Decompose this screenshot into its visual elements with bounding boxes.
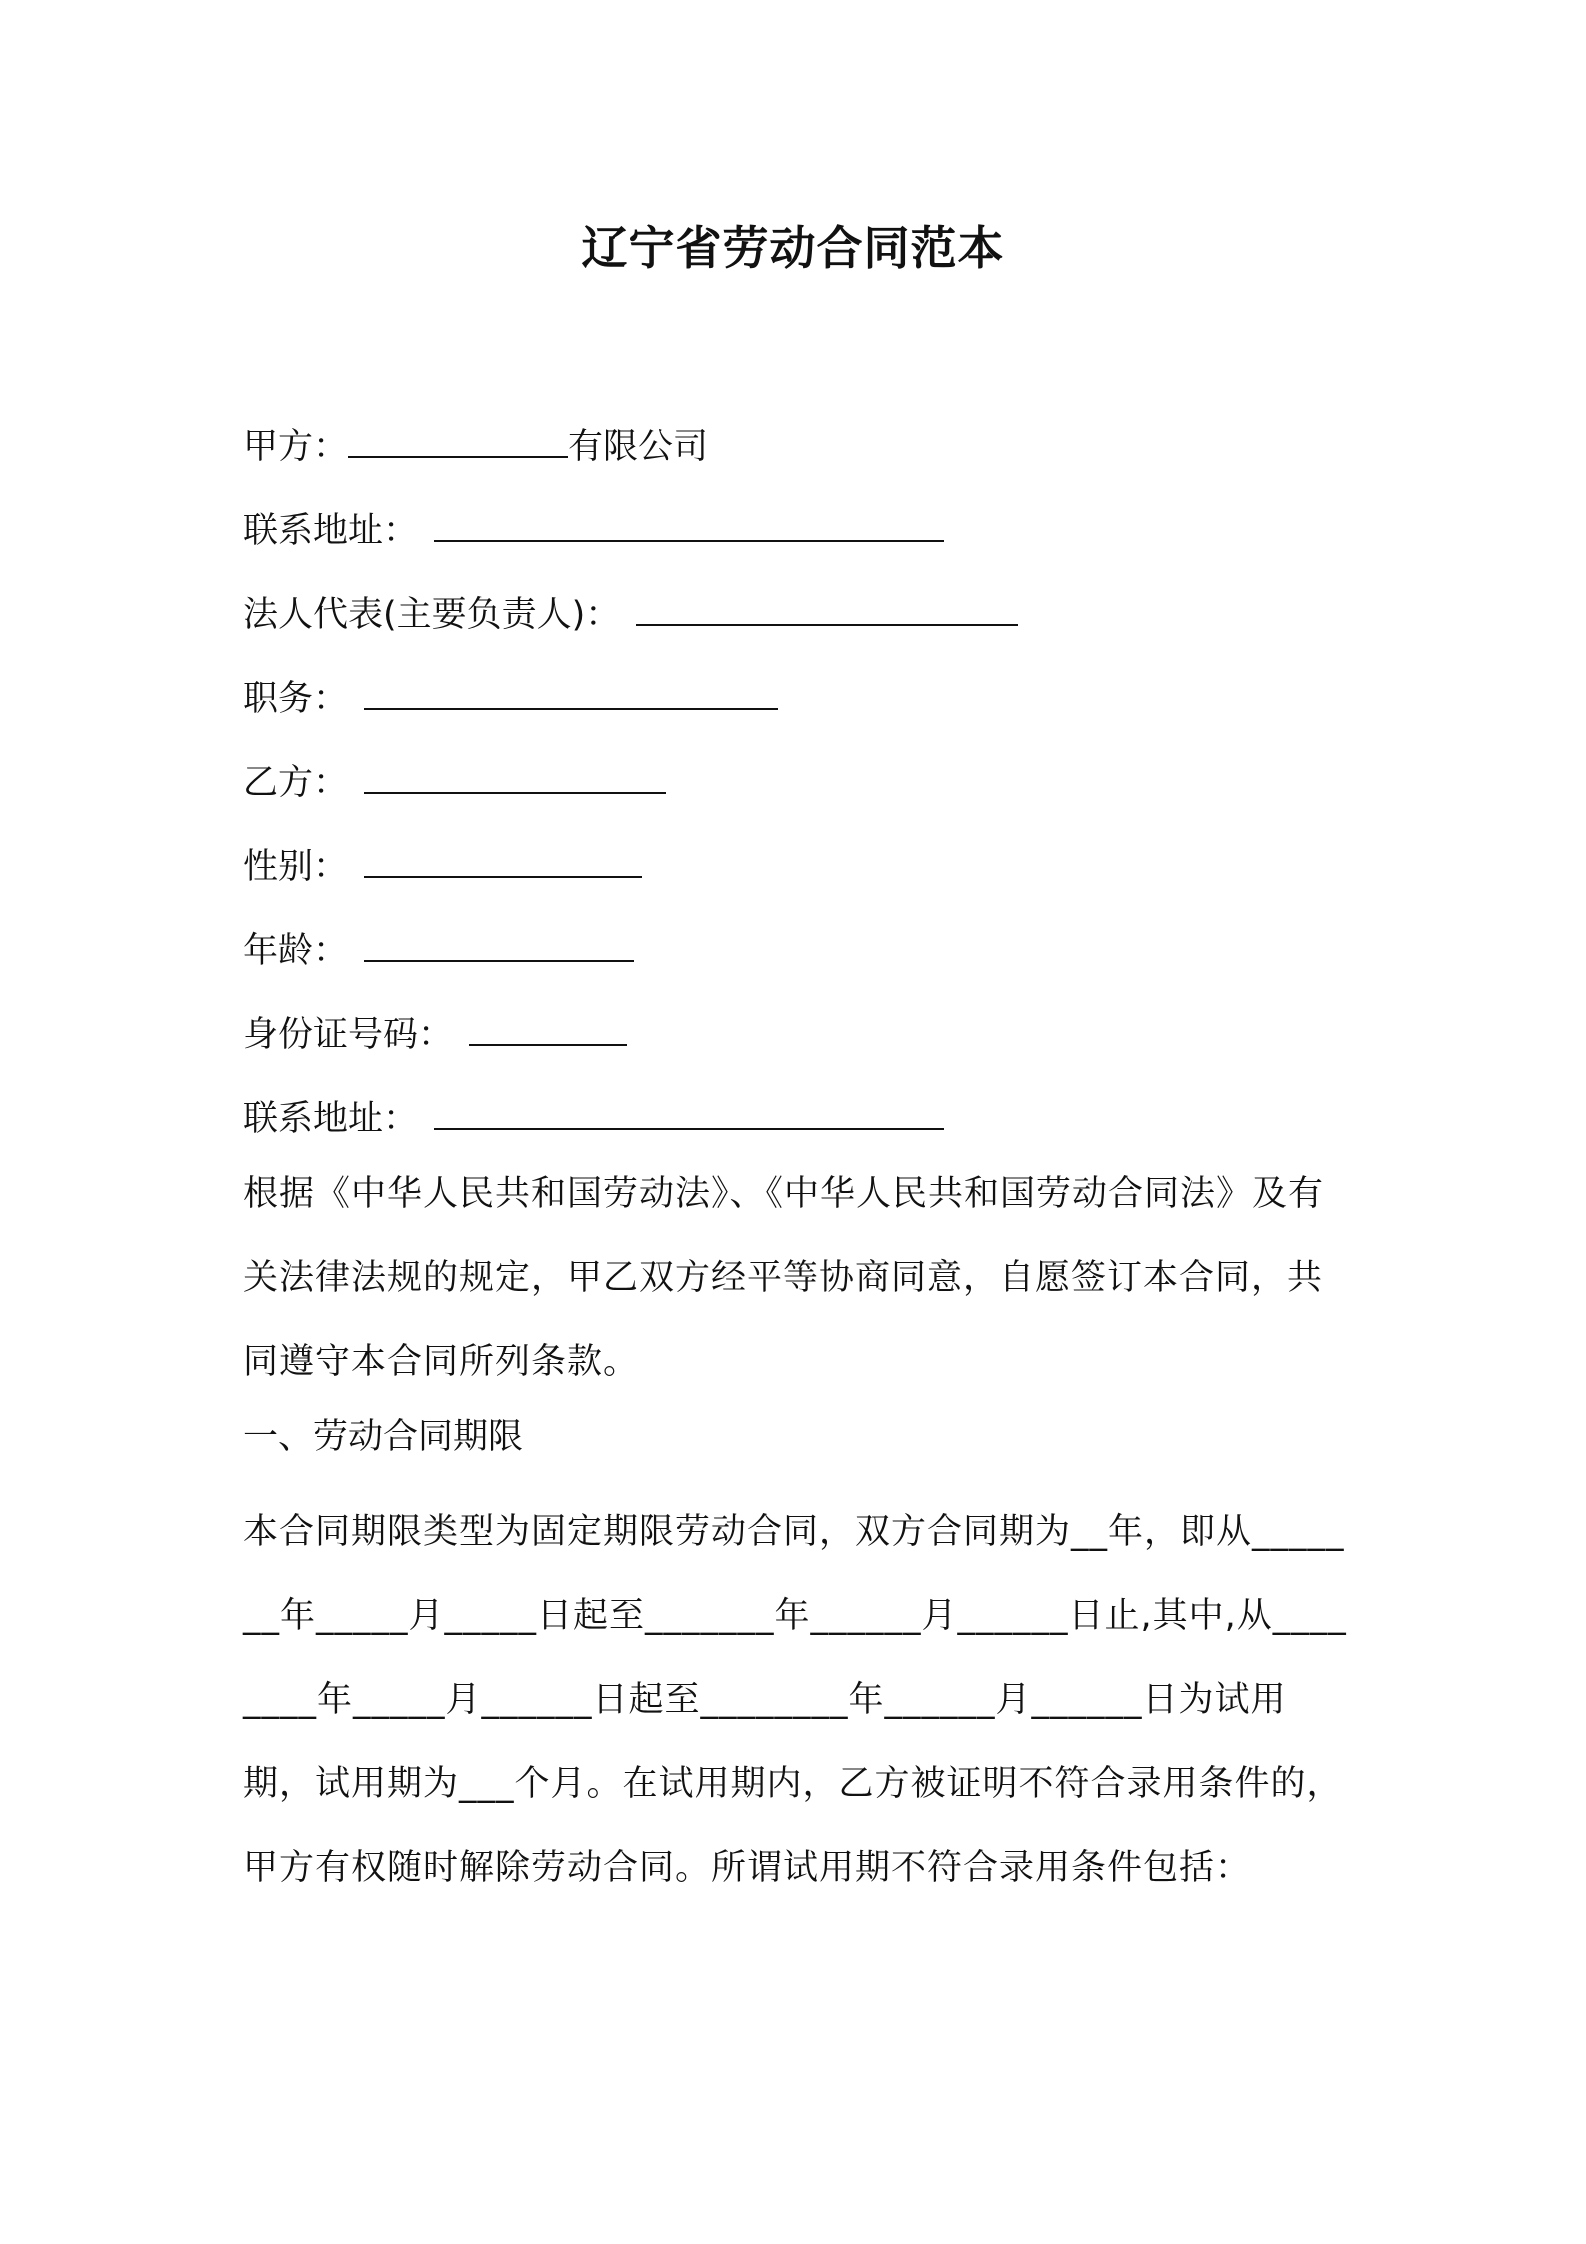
gender-blank[interactable] (364, 840, 642, 878)
gender-label: 性别： (243, 847, 349, 887)
gender-field (243, 840, 642, 889)
preamble-paragraph: 根据《中华人民共和国劳动法》、《中华人民共和国劳动合同法》及有关法律法规的规定，甲乙双方经平等协商同意，自愿签订本合同，共同遵守本合同所列条款。 (243, 1174, 1325, 1382)
section-1-body: 本合同期限类型为固定期限劳动合同，双方合同期为__年，即从_______年_____月_____日起至_______年______月______日止,其中,从________年_____月______日起至________年______月______日为试用期，试用期为___个月。在试用期内，乙方被证明不符合录用条件的，甲方有权随时解除劳动合同。所谓试用期不符合录用条件包括： (243, 1512, 1347, 1888)
party-b-address-field (243, 1092, 944, 1141)
id-number-label: 身份证号码： (243, 1015, 454, 1055)
company-suffix: 有限公司 (568, 427, 709, 467)
legal-rep-blank[interactable] (636, 588, 1018, 626)
legal-rep-field (243, 588, 1018, 637)
party-b-address-blank[interactable] (434, 1092, 944, 1130)
position-field (243, 672, 778, 721)
party-a-label: 甲方： (243, 427, 349, 467)
party-a-address-blank[interactable] (434, 504, 944, 542)
party-a-blank[interactable] (348, 420, 568, 458)
party-b-address-label: 联系地址： (243, 1099, 419, 1139)
id-number-field (243, 1008, 627, 1057)
id-number-blank[interactable] (469, 1008, 627, 1046)
document-title: 辽宁省劳动合同范本 (581, 221, 1005, 275)
party-b-blank[interactable] (364, 756, 666, 794)
age-field (243, 924, 634, 973)
legal-rep-label: 法人代表(主要负责人)： (243, 595, 621, 635)
party-a-address-label: 联系地址： (243, 511, 419, 551)
party-b-field (243, 756, 666, 805)
position-label: 职务： (243, 679, 349, 719)
age-blank[interactable] (364, 924, 634, 962)
age-label: 年龄： (243, 931, 349, 971)
section-1-heading: 一、劳动合同期限 (243, 1417, 524, 1457)
party-a-address-field (243, 504, 944, 553)
party-a-field (243, 420, 708, 469)
party-b-label: 乙方： (243, 763, 349, 803)
position-blank[interactable] (364, 672, 778, 710)
